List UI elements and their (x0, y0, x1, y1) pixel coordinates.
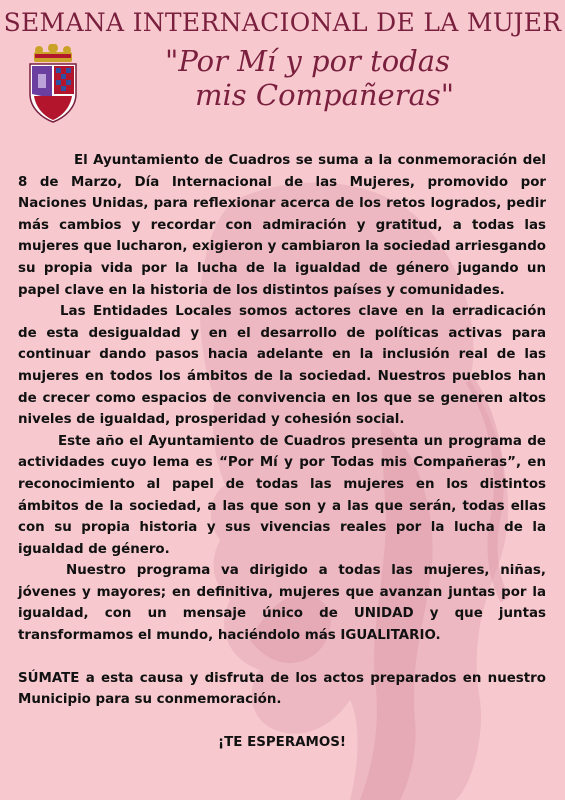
page-title: SEMANA INTERNACIONAL DE LA MUJER (3, 8, 562, 37)
paragraph-4: Nuestro programa va dirigido a todas las mujeres, niñas, jóvenes y mayores; en definitiva, mujeres que avanzan juntas por la igualdad, con un mensaje único de UNIDAD y que juntas transformamos el mundo, haciéndolo más IGUALITARIO. (18, 563, 546, 644)
slogan (165, 44, 465, 112)
slogan-line-2: mis Compañeras" (195, 78, 455, 112)
paragraph-2: Las Entidades Locales somos actores clave en la erradicación de esta desigualdad y en el desarrollo de políticas activas para continuar dando pasos hacia adelante en la inclusión real de las mujeres en todos los ámbitos de la sociedad. Nuestros pueblos han de crecer como espacios de convivencia en los que se generen altos niveles de igualdad, prosperidad y cohesión social. (18, 304, 546, 428)
paragraph-3: Este año el Ayuntamiento de Cuadros presenta un programa de actividades cuyo lema es “Por Mí y por Todas mis Compañeras”, en reconocimiento al papel de todas las mujeres en los distintos ámbitos de la sociedad, a las que son y a las que serán, todas ellas con su propia historia y sus vivencias reales por la lucha de la igualdad de género. (18, 433, 546, 557)
paragraph-1: El Ayuntamiento de Cuadros se suma a la conmemoración del 8 de Marzo, Día Internacional de las Mujeres, promovido por Naciones Unidas, para reflexionar acerca de los retos logrados, pedir más cambios y recordar con admiración y gratitud, a todas las mujeres que lucharon, exigieron y cambiaron la sociedad arriesgando su propia vida por la lucha de la igualdad de género jugando un papel clave en la historia de los distintos países y comunidades. (18, 153, 546, 298)
coat-of-arms-icon (22, 44, 84, 124)
slogan-line-1: "Por Mí y por todas (165, 44, 450, 78)
announcement-body (18, 150, 546, 753)
closing-line: ¡TE ESPERAMOS! (218, 734, 346, 750)
paragraph-5: SÚMATE a esta causa y disfruta de los actos preparados en nuestro Municipio para su conmemoración. (18, 670, 546, 708)
